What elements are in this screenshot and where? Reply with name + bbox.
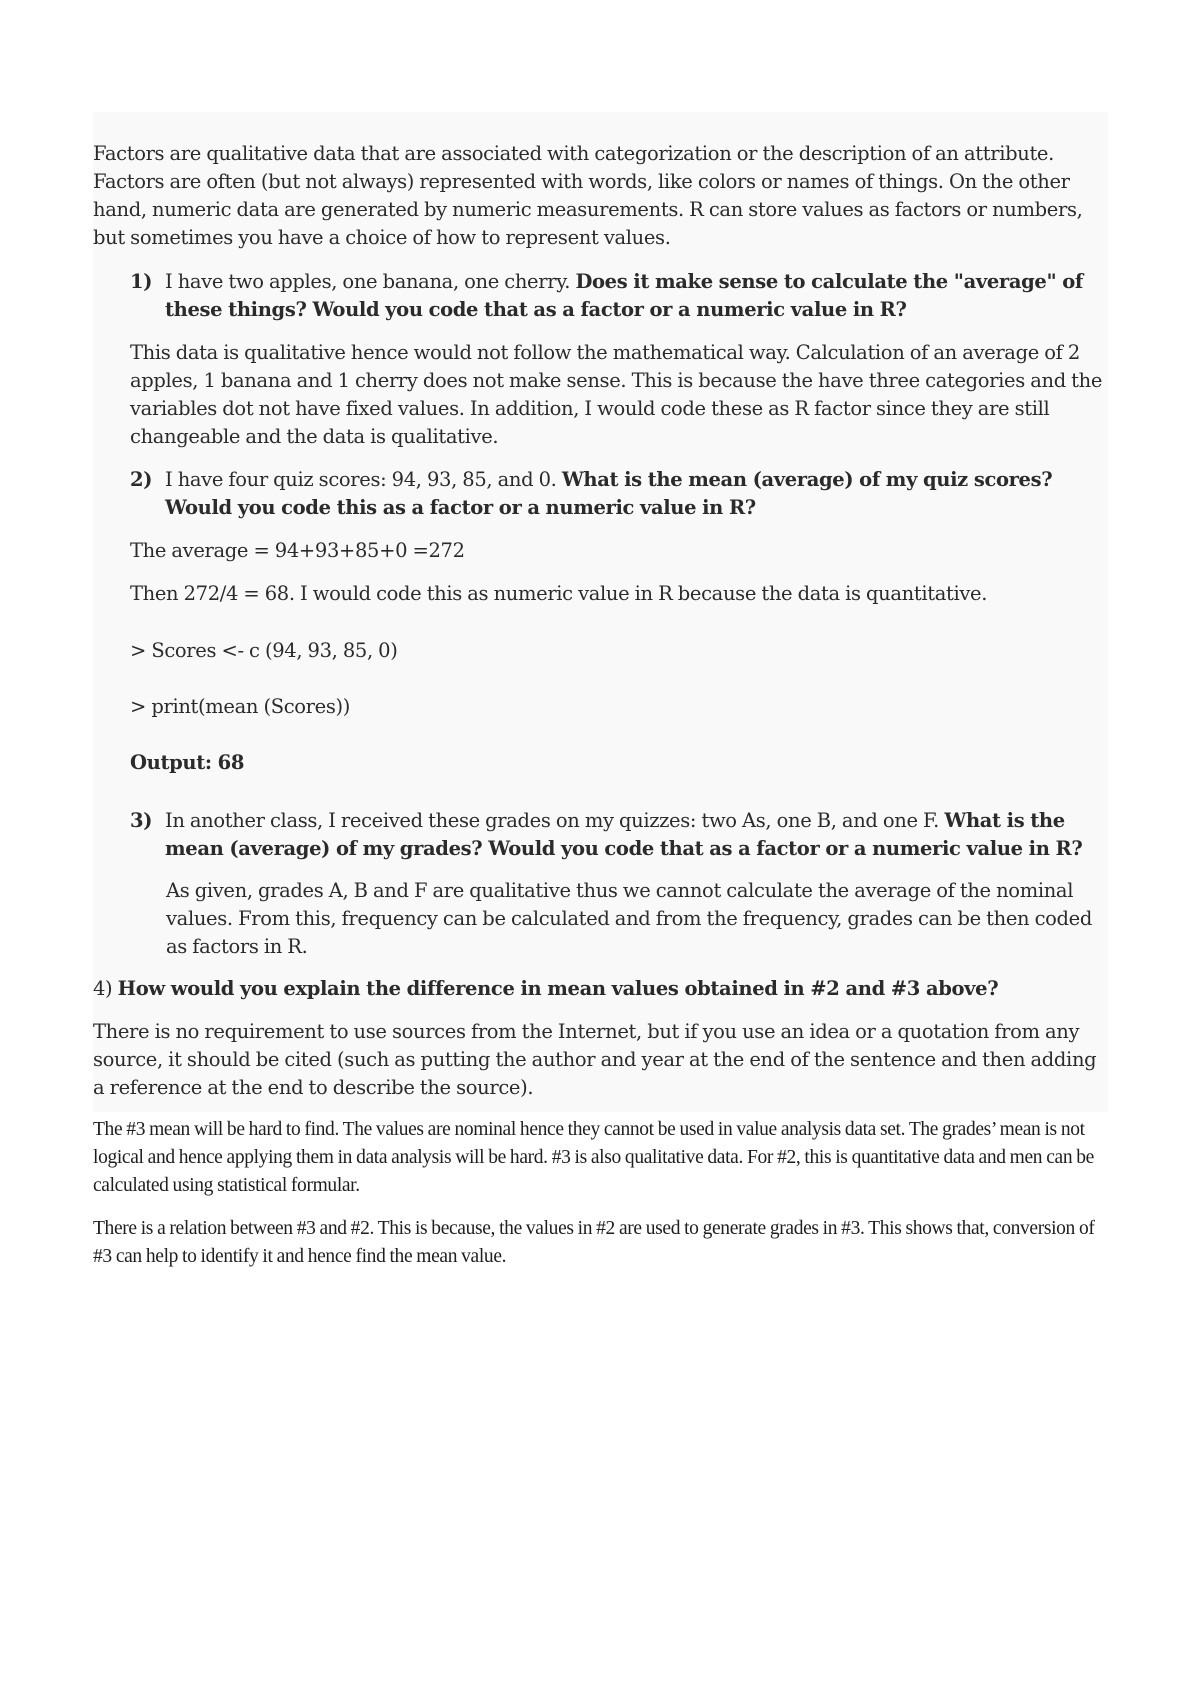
question-1 (93, 268, 1111, 324)
response-paragraph-1: The #3 mean will be hard to find. The values are nominal hence they cannot be used in value analysis data set. The grades’ mean is not logical and hence applying them in data analysis will be hard. #3 is also qualitative data. For #2, this is quantitative data and men can be calculated using statistical formular. (93, 1119, 1094, 1196)
citation-note: There is no requirement to use sources from the Internet, but if you use an idea or a quotation from any source, it should be cited (such as putting the author and year at the end of the sentence and then adding a reference at the end to describe the source). (93, 1020, 1097, 1099)
r-code-print: > print(mean (Scores)) (130, 695, 351, 718)
answer-3: As given, grades A, B and F are qualitative thus we cannot calculate the average of the nominal values. From this, frequency can be calculated and from the frequency, grades can be then coded as factors in R. (166, 879, 1092, 958)
question-2-prompt: What is the mean (average) of my quiz scores? Would you code this as a factor or a numeric value in R? (165, 468, 1053, 519)
r-code-scores: > Scores <- c (94, 93, 85, 0) (130, 639, 398, 662)
document-page (93, 140, 1111, 1271)
answer-1: This data is qualitative hence would not follow the mathematical way. Calculation of an average of 2 apples, 1 banana and 1 cherry does not make sense. This is because the have three categories and the variables dot not have fixed values. In addition, I would code these as R factor since they are still changeable and the data is qualitative. (130, 341, 1103, 448)
question-1-prompt: Does it make sense to calculate the "average" of these things? Would you code that as a factor or a numeric value in R? (165, 270, 1083, 321)
response-paragraph-2: There is a relation between #3 and #2. This is because, the values in #2 are used to generate grades in #3. This shows that, conversion of #3 can help to identify it and hence find the mean value. (93, 1218, 1095, 1267)
r-output: Output: 68 (130, 751, 245, 774)
question-1-text: I have two apples, one banana, one cherry. (165, 270, 576, 293)
question-2-text: I have four quiz scores: 94, 93, 85, and 0. (165, 468, 562, 491)
question-3-text: In another class, I received these grades on my quizzes: two As, one B, and one F. (165, 809, 945, 832)
question-3-prompt: What is the mean (average) of my grades? Would you code that as a factor or a numeric value in R? (165, 809, 1083, 860)
question-2 (93, 466, 1111, 522)
question-4 (93, 975, 1111, 1003)
question-4-number: 4) (93, 977, 118, 1000)
answer-2-explanation: Then 272/4 = 68. I would code this as numeric value in R because the data is quantitative. (130, 582, 988, 605)
question-1-number: 1) (130, 270, 153, 293)
question-4-prompt: How would you explain the difference in mean values obtained in #2 and #3 above? (117, 977, 999, 1000)
answer-2-average: The average = 94+93+85+0 =272 (130, 539, 465, 562)
intro-paragraph: Factors are qualitative data that are associated with categorization or the description of an attribute. Factors are often (but not always) represented with words, like colors or names of things. On the other hand, numeric data are generated by numeric measurements. R can store values as factors or numbers, but sometimes you have a choice of how to represent values. (93, 142, 1083, 249)
question-2-number: 2) (130, 468, 153, 491)
question-3 (93, 807, 1111, 863)
question-3-number: 3) (130, 809, 153, 832)
